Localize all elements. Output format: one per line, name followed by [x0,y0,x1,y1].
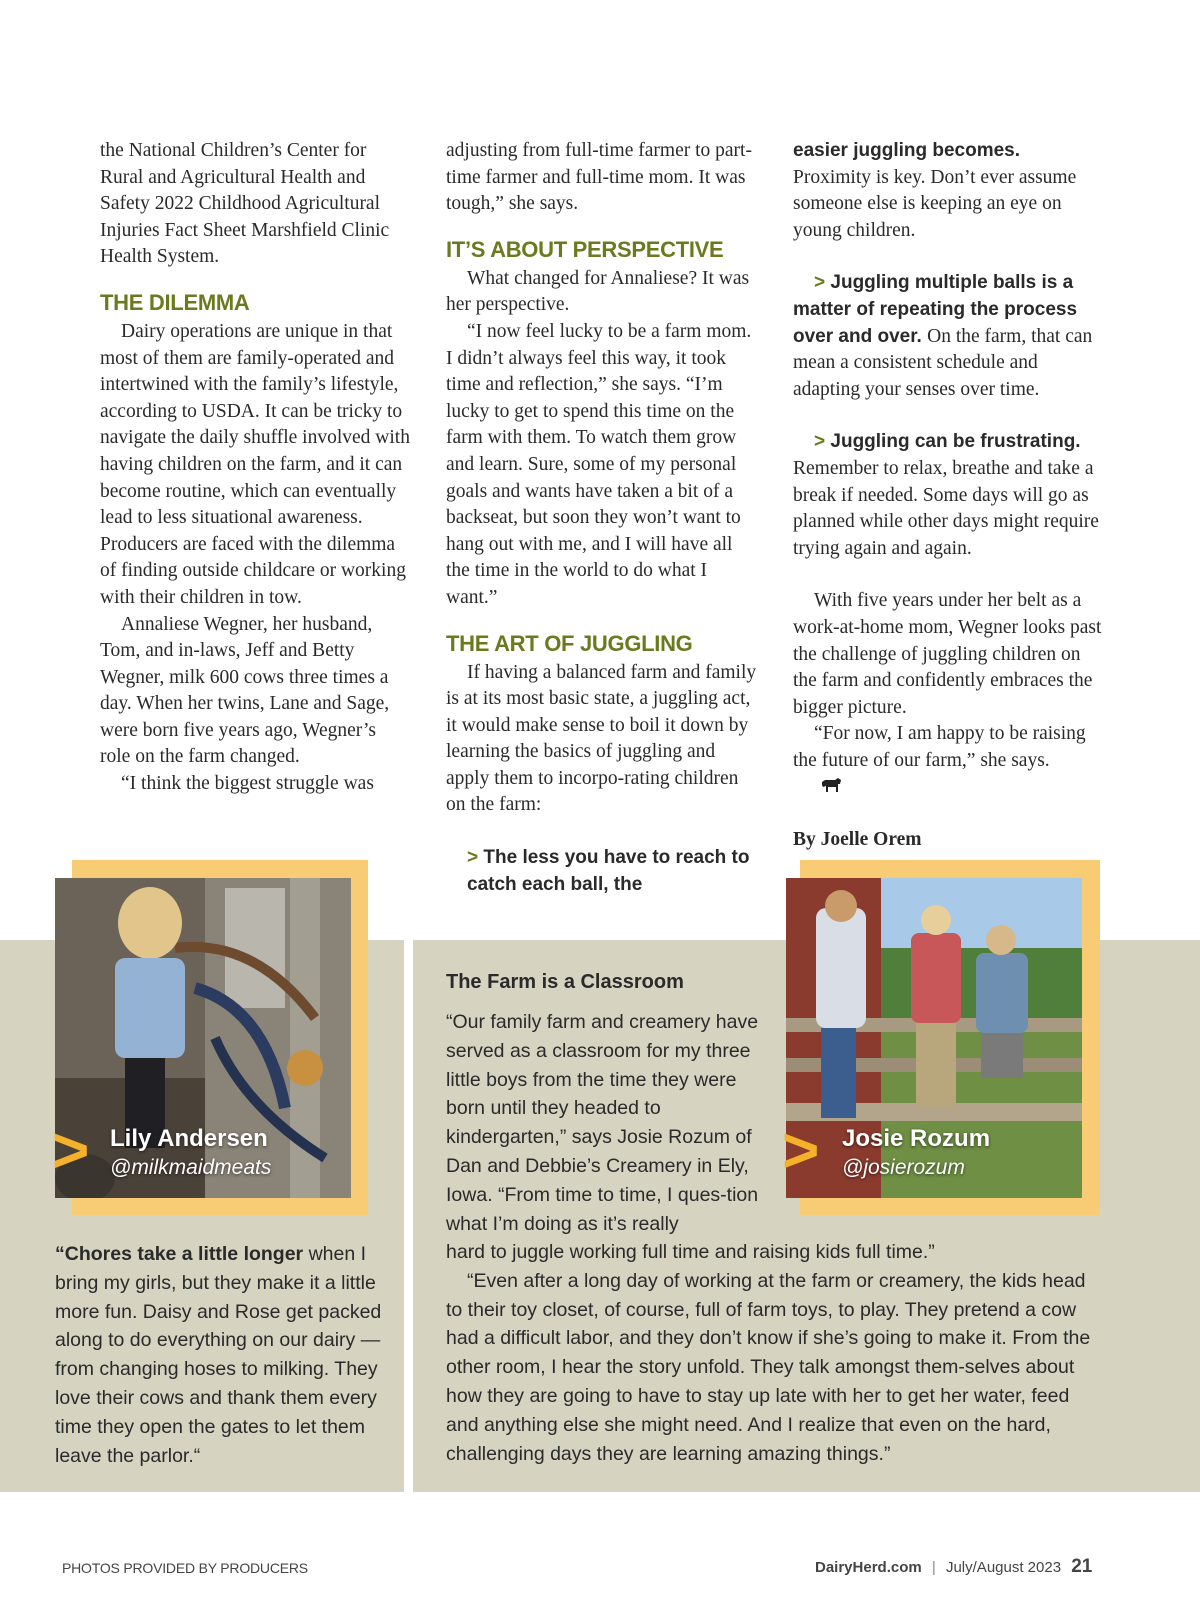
sidebar-right-paragraph [446,1238,1106,1468]
site-name: DairyHerd.com [815,1559,922,1576]
producer-name: Lily Andersen [110,1125,268,1152]
col3-paragraph [793,721,1103,801]
sidebar-left-quote [55,1240,385,1470]
col2-intro: adjusting from full-time farmer to part-time farmer and full-time mom. It was tough,” she says. [446,140,752,215]
tip-arrow: > [814,272,826,294]
col2-paragraph: If having a balanced farm and family is at its most basic state, a juggling act, it would make sense to boil it down by learning the basics of juggling and apply them to incorpo-rating children on the farm: [446,661,757,816]
producer-handle: @josierozum [842,1156,965,1179]
tip-arrow: > [467,847,479,869]
tip-3 [793,429,1103,562]
tip-2 [793,270,1103,403]
closing-quote: “For now, I am happy to be raising the future of our farm,” she says. [793,723,1086,771]
byline: By Joelle Orem [793,829,922,851]
sidebar-right-continued: hard to juggle working full time and raising kids full time.” [446,1241,935,1263]
col1-paragraph: Dairy operations are unique in that most of them are family-operated and intertwined with the family’s lifestyle, according to USDA. It can be tricky to navigate the daily shuffle involved with having children on the farm, and it can become routine, which can eventually lead to less situational awareness. Producers are faced with the dilemma of finding outside childcare or working with their children in tow. [100,320,410,608]
column-3 [793,138,1103,854]
page-number: 21 [1071,1556,1093,1577]
heading-perspective: IT’S ABOUT PERSPECTIVE [446,236,724,262]
tip-3-text: Remember to relax, breathe and take a break if needed. Some days will go as planned while other days might require trying again and again. [793,457,1099,559]
heading-dilemma: THE DILEMMA [100,289,250,315]
col1-paragraph: “I think the biggest struggle was [121,773,374,795]
quote-rest: when I bring my girls, but they make it a little more fun. Daisy and Rose get packed along to do everything on our dairy — from changing hoses to milking. They love their cows and thank them every time they open the gates to let them leave the parlor.“ [55,1243,382,1467]
quote-bold: “Chores take a little longer [55,1243,304,1265]
col2-paragraph: What changed for Annaliese? It was her perspective. [446,267,750,316]
tip-2-text: On the farm, that can mean a consistent schedule and adapting your senses over time. [793,325,1093,400]
cow-icon [799,775,842,802]
tip-1-continued: easier juggling becomes. [793,140,1021,161]
sidebar-right-paragraph: “Our family farm and creamery have served as a classroom for my three little boys from the time they were born until they headed to kindergarten,” says Josie Rozum of Dan and Debbie’s Creamery in Ely, Iowa. “From time to time, I ques-tion what I’m doing as it’s really [446,1011,759,1235]
tip-1-bold: The less you have to reach to catch each ball, the [467,847,750,895]
col1-intro: the National Children’s Center for Rural and Agricultural Health and Safety 2022 Childhood Agricultural Injuries Fact Sheet Marshfield Clinic Health System. [100,140,390,268]
tip-3-bold: Juggling can be frustrating. [830,431,1081,453]
col2-paragraph: “I now feel lucky to be a farm mom. I didn’t always feel this way, it took time and reflection,” she says. “I’m lucky to get to spend this time on the farm with them. To watch them grow and learn. Sure, some of my personal goals and wants have taken a bit of a backseat, but soon they won’t want to hang out with me, and I will have all the time in the world to do what I want.” [446,320,752,608]
column-2 [446,138,758,898]
heading-juggling: THE ART OF JUGGLING [446,630,693,656]
issue-date: July/August 2023 [945,1559,1062,1576]
col1-paragraph: Annaliese Wegner, her husband, Tom, and in-laws, Jeff and Betty Wegner, milk 600 cows three times a day. When her twins, Lane and Sage, were born five years ago, Wegner’s role on the farm changed. [100,613,390,768]
caption-left [110,1124,271,1182]
caption-right [842,1124,990,1182]
col3-paragraph: With five years under her belt as a work-at-home mom, Wegner looks past the challenge of juggling children on the farm and confidently embraces the bigger picture. [793,590,1102,718]
column-1 [100,138,410,798]
chevron-right-icon: > [782,1114,820,1186]
producer-handle: @milkmaidmeats [110,1156,272,1179]
tip-1 [446,845,758,898]
folio [815,1556,1092,1578]
sidebar-right-paragraph-2: “Even after a long day of working at the farm or creamery, the kids head to their toy closet, of course, full of farm toys, to play. They pretend a cow had a difficult labor, and they don’t know if she’s going to make it. From the other room, I hear the story unfold. They talk amongst them-selves about how they are going to have to stay up late with her to get her water, feed and anything else she might need. And I realize that even on the hard, challenging days they are learning amazing things.” [446,1269,1091,1465]
tip-arrow: > [814,431,826,453]
sidebar-right-title: The Farm is a Classroom [446,971,684,993]
producer-name: Josie Rozum [842,1125,991,1152]
tip-2-bold: Juggling multiple balls is a matter of repeating the process over and over. [793,272,1078,347]
photo-credit: PHOTOS PROVIDED BY PRODUCERS [62,1560,308,1576]
tip-1-text: Proximity is key. Don’t ever assume someone else is keeping an eye on young children. [793,166,1077,241]
folio-divider: | [931,1559,936,1576]
chevron-right-icon: > [52,1114,90,1186]
